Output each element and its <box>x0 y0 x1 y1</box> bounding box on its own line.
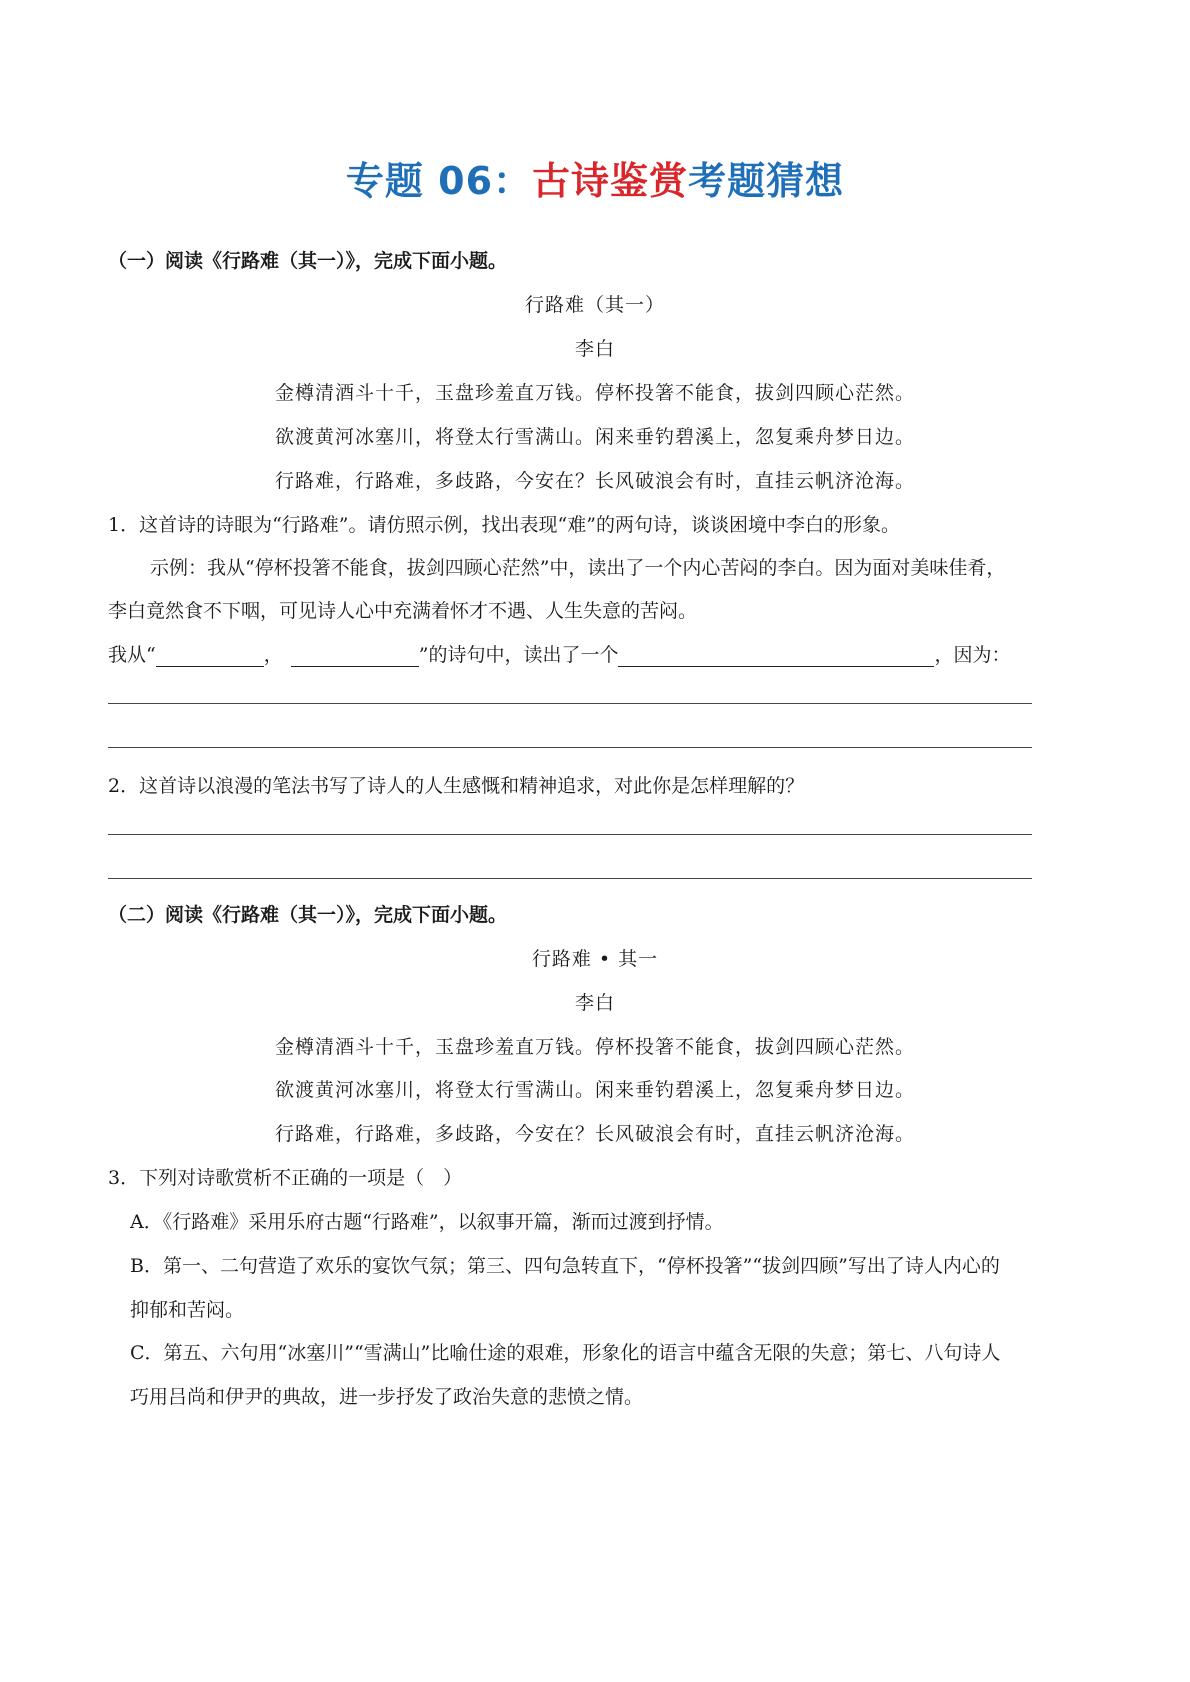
section1-heading: （一）阅读《行路难（其一）》，完成下面小题。 <box>108 250 508 272</box>
q1-fill-text-d: ，因为： <box>934 644 1011 666</box>
q1-fill-text-a: 我从“ <box>108 644 156 666</box>
q1-fill-in-row <box>108 640 1010 667</box>
section2-poem-line: 行路难，行路难，多歧路，今安在？长风破浪会有时，直挂云帆济沧海。 <box>274 1123 915 1145</box>
q1-blank-image-input[interactable] <box>618 646 934 667</box>
section2-poem-line: 欲渡黄河冰塞川，将登太行雪满山。闲来垂钓碧溪上，忽复乘舟梦日边。 <box>274 1079 915 1101</box>
q1-fill-text-c: ”的诗句中，读出了一个 <box>418 644 619 666</box>
q3-option-b[interactable]: B．第一、二句营造了欢乐的宴饮气氛；第三、四句急转直下，“停杯投箸”“拔剑四顾”写出了诗人内心的 <box>130 1255 1000 1277</box>
q1-example-line1: 示例：我从“停杯投箸不能食，拔剑四顾心茫然”中，读出了一个内心苦闷的李白。因为面对美味佳肴， <box>150 557 1006 579</box>
section1-poem-line: 欲渡黄河冰塞川，将登太行雪满山。闲来垂钓碧溪上，忽复乘舟梦日边。 <box>274 426 915 448</box>
q2-prompt: 2．这首诗以浪漫的笔法书写了诗人的人生感慨和精神追求，对此你是怎样理解的？ <box>108 775 805 797</box>
q1-answer-line[interactable] <box>108 747 1032 748</box>
section1-poem-line: 金樽清酒斗十千，玉盘珍羞直万钱。停杯投箸不能食，拔剑四顾心茫然。 <box>274 382 915 404</box>
title-part-topic: 专题 06： <box>345 159 533 203</box>
q3-option-c-continued[interactable]: 巧用吕尚和伊尹的典故，进一步抒发了政治失意的悲愤之情。 <box>130 1386 644 1408</box>
q3-option-a[interactable]: A．《行路难》采用乐府古题“行路难”，以叙事开篇，渐而过渡到抒情。 <box>130 1211 724 1233</box>
title-part-prediction: 考题猜想 <box>688 159 845 203</box>
q3-option-c[interactable]: C．第五、六句用“冰塞川”“雪满山”比喻仕途的艰难，形象化的语言中蕴含无限的失意；第七、八句诗人 <box>130 1342 1001 1364</box>
section2-poem-line: 金樽清酒斗十千，玉盘珍羞直万钱。停杯投箸不能食，拔剑四顾心茫然。 <box>274 1036 915 1058</box>
q1-fill-text-b: ， <box>263 644 283 666</box>
q2-answer-line[interactable] <box>108 878 1032 879</box>
section1-poem-line: 行路难，行路难，多歧路，今安在？长风破浪会有时，直挂云帆济沧海。 <box>274 470 915 492</box>
section2-poem-author: 李白 <box>574 992 615 1014</box>
q2-answer-line[interactable] <box>108 834 1032 835</box>
section2-poem-title: 行路难 • 其一 <box>531 948 659 970</box>
section2-heading: （二）阅读《行路难（其一）》，完成下面小题。 <box>108 904 508 926</box>
q1-prompt: 1．这首诗的诗眼为“行路难”。请仿照示例，找出表现“难”的两句诗，谈谈困境中李白的形象。 <box>108 514 900 536</box>
q3-prompt: 3．下列对诗歌赏析不正确的一项是（ ） <box>108 1167 463 1189</box>
q1-example-line2: 李白竟然食不下咽，可见诗人心中充满着怀才不遇、人生失意的苦闷。 <box>108 600 698 622</box>
section1-poem-title: 行路难（其一） <box>524 294 665 316</box>
page-title <box>0 150 1190 205</box>
q1-answer-line[interactable] <box>108 703 1032 704</box>
section1-poem-author: 李白 <box>574 338 615 360</box>
title-part-subject: 古诗鉴赏 <box>532 159 689 203</box>
q1-blank-line2-input[interactable] <box>291 646 419 667</box>
q1-blank-line1-input[interactable] <box>156 646 264 667</box>
q3-option-b-continued[interactable]: 抑郁和苦闷。 <box>130 1299 245 1321</box>
